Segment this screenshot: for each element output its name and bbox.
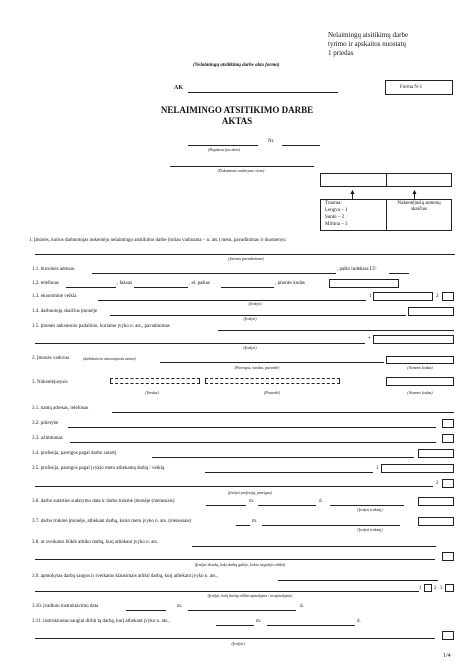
safety-caption: (Įrašyti)	[231, 641, 245, 646]
profession-event-num-2: 2	[436, 481, 439, 486]
profession-contract-label: 3.4. profesija, pareigos pagal darbo sutartį	[32, 451, 117, 456]
work-duration-label: 3.7. darbo trukmė įmonėje, atliekant darbą, kurio metu įvyko n. ats. (mėnesiais)	[32, 519, 192, 524]
section-1-intro: 1. Įmonės, kurios darbuotojas nukentėjo nelaimingo atsitikimo darbe (toliau vadinama – n. ats.) metu, pavadinimas ir duomenys:	[29, 238, 287, 243]
employment-field[interactable]	[70, 442, 436, 443]
nr-label: Nr.	[268, 139, 275, 144]
employment-label: 3.3. užimtumas	[32, 436, 63, 441]
profession-event-caption: (Įrašyti profesiją, pareigas)	[227, 490, 273, 495]
intro-d-label: d.	[300, 604, 304, 609]
division-field[interactable]	[218, 330, 454, 331]
health-caption: (Įrašyti išvadą, kokį darbą galėjo, kokio negalėjo atlikti)	[194, 562, 286, 567]
email-field[interactable]	[221, 287, 274, 288]
ak-number-field[interactable]	[188, 92, 338, 93]
appendix-line-3: 1 priedas	[328, 49, 354, 57]
safety-year-field[interactable]	[216, 625, 254, 626]
contract-d-label: d.	[319, 499, 323, 504]
division-code-boxes[interactable]	[373, 335, 454, 344]
contract-year-field[interactable]	[206, 505, 246, 506]
trauma-fatal: Mirtina – 3	[325, 222, 348, 227]
company-code-label: , įmonės kodas	[275, 281, 305, 286]
training-field[interactable]	[278, 580, 438, 581]
work-duration-m-label: m.	[252, 519, 258, 524]
work-duration-year-field[interactable]	[236, 525, 250, 526]
division-field-cont[interactable]	[35, 343, 365, 344]
title-line-2: AKTAS	[221, 116, 253, 126]
contract-date-label: 3.6. darbo sutarties sudarymo data ir darbo trukmė įmonėje (mėnesiais)	[32, 499, 175, 504]
employee-count-field[interactable]	[110, 315, 406, 316]
arrow-up-icon: ▲	[411, 188, 418, 196]
postcode-field[interactable]	[389, 273, 409, 274]
health-box[interactable]	[442, 552, 454, 561]
intro-year-field[interactable]	[126, 610, 166, 611]
form-number: Forma N-1	[400, 85, 423, 90]
victim-code-caption: (Asmens kodas)	[407, 390, 433, 395]
economic-activity-field[interactable]	[98, 300, 366, 301]
trauma-label: Trauma:	[325, 201, 342, 206]
home-address-label: 3.1. namų adresas, telefonas	[32, 406, 89, 411]
safety-box[interactable]	[442, 631, 454, 640]
intro-month-field[interactable]	[188, 610, 296, 611]
profession-contract-boxes[interactable]	[418, 449, 454, 458]
employment-box[interactable]	[442, 434, 454, 443]
company-code-boxes[interactable]	[329, 279, 399, 288]
economic-code-1-boxes[interactable]	[373, 292, 433, 301]
citizenship-box[interactable]	[442, 419, 454, 428]
economic-code-2-label: 2	[436, 294, 439, 299]
victim-last-name-boxes[interactable]	[205, 378, 340, 384]
work-duration-boxes[interactable]	[418, 517, 454, 526]
manager-name-field[interactable]	[160, 362, 384, 363]
contract-month-field[interactable]	[258, 505, 316, 506]
page-number: 1/4	[443, 653, 451, 659]
health-label: 3.8. ar sveikatos būklė atitiko darbą, kurį atliekant įvyko n. ats.	[32, 540, 158, 545]
work-duration-caption: (Įrašyti trukmę)	[357, 527, 383, 532]
company-name-caption: (Įmonės pavadinimas)	[228, 256, 264, 261]
employee-count-boxes[interactable]	[408, 307, 454, 316]
training-box-3[interactable]	[445, 584, 454, 592]
company-name-field[interactable]	[35, 254, 455, 255]
severity-box-divider	[386, 173, 387, 187]
intro-instruction-label: 3.10. įvadinio instruktavimo data	[32, 604, 99, 609]
registration-date-field[interactable]	[188, 145, 258, 146]
fax-label: , faksas	[117, 281, 132, 286]
email-label: , el. paštas	[189, 281, 210, 286]
victims-count-label: Nukentėjusių asmenų skaičius	[397, 201, 441, 212]
manager-small-label: (darbdavio/ar atstovaujantis asmuo)	[83, 357, 136, 361]
contract-duration-boxes[interactable]	[418, 497, 454, 506]
appendix-line-2: tyrimo ir apskaitos nuostatų	[328, 40, 406, 48]
employee-count-label: 1.4. darbuotojų skaičius įmonėje	[32, 309, 98, 314]
safety-field-cont[interactable]	[35, 638, 435, 639]
victim-first-name-boxes[interactable]	[110, 378, 200, 384]
economic-activity-label: 1.3. ekonominė veikla	[32, 294, 77, 299]
profession-event-field-cont[interactable]	[35, 486, 433, 487]
profession-contract-field[interactable]	[152, 457, 414, 458]
victim-label: 3. Nukentėjusysis	[32, 380, 68, 385]
economic-caption: (Įrašyti)	[248, 301, 262, 306]
citizenship-label: 3.2. pilietybė	[32, 421, 59, 426]
training-num-3: 3	[440, 586, 443, 591]
home-address-field[interactable]	[112, 412, 454, 413]
manager-code-caption: (Asmens kodas)	[407, 365, 433, 370]
form-number-box	[385, 80, 453, 95]
safety-instruction-label: 3.11. instruktuotas saugiai dirbti tą darbą, kurį atliekant įvyko n. ats.,	[32, 619, 170, 624]
contract-m-label: m.	[249, 499, 255, 504]
economic-code-1-label: 1	[369, 294, 372, 299]
training-num-1: 1	[419, 586, 422, 591]
work-duration-field[interactable]	[262, 525, 400, 526]
victim-first-name-caption: (Vardas)	[145, 390, 159, 395]
profession-event-boxes-1[interactable]	[381, 464, 454, 473]
trauma-light: Lengva – 1	[325, 208, 348, 213]
address-field[interactable]	[92, 273, 336, 274]
division-caption: (Įrašyti)	[243, 345, 257, 350]
division-star: *	[368, 337, 371, 342]
economic-code-2-box[interactable]	[442, 292, 454, 301]
citizenship-field[interactable]	[68, 427, 436, 428]
title-line-1: NELAIMINGO ATSITIKIMO DARBE	[160, 105, 314, 115]
health-field[interactable]	[192, 546, 436, 547]
fax-field[interactable]	[134, 287, 188, 288]
contract-duration-field[interactable]	[330, 505, 404, 506]
manager-label: 2. Įmonės vadovas	[32, 356, 70, 361]
manager-caption: (Pareigos, vardas, pavardė)	[234, 365, 280, 370]
postcode-label: , pašto indeksas LT-	[337, 267, 377, 272]
training-box-1[interactable]	[424, 584, 432, 592]
severity-legend-divider	[386, 199, 387, 231]
document-place-field[interactable]	[170, 166, 314, 167]
contract-duration-caption: (Įrašyti trukmę)	[357, 507, 383, 512]
trauma-severe: Sunki – 2	[325, 215, 345, 220]
document-place-caption: (Dokumento sudarymo vieta)	[217, 168, 265, 173]
safety-m-label: m.	[256, 619, 262, 624]
profession-event-field[interactable]	[205, 472, 373, 473]
address-label: 1.1. buveinės adresas	[32, 267, 75, 272]
phone-label: 1.2. telefonas	[32, 281, 59, 286]
registration-number-field[interactable]	[282, 145, 320, 146]
registration-date-caption: (Registracijos data)	[208, 147, 240, 152]
victim-code-boxes[interactable]	[386, 377, 454, 386]
arrow-up-icon: ▲	[349, 188, 356, 196]
profession-event-box-2[interactable]	[442, 479, 454, 488]
division-label: 1.5. įmonės ankstesnio padalinio, kuriame įvyko n. ats., pavadinimas	[32, 324, 170, 329]
training-num-2: 2	[434, 586, 437, 591]
form-caption: (Nelaimingų atsitikimų darbe akto forma)	[193, 63, 280, 68]
profession-event-num-1: 1	[376, 466, 379, 471]
ak-label: AK	[174, 85, 183, 91]
employee-count-caption: (Įrašyti)	[243, 316, 257, 321]
training-label: 3.9. apmokytas darbų saugos ir sveikatos klausimais atlikti darbą, kurį atliekant įvyko n. ats.,	[32, 574, 218, 579]
health-field-cont[interactable]	[35, 559, 435, 560]
profession-event-label: 3.5. profesija, pareigos pagal įvykio metu atliekamą darbą / veiklą	[32, 466, 165, 471]
training-field-cont[interactable]	[35, 591, 419, 592]
appendix-line-1: Nelaimingų atsitikimų darbe	[328, 31, 409, 39]
safety-month-field[interactable]	[267, 625, 355, 626]
manager-code-boxes[interactable]	[386, 356, 454, 364]
victim-last-name-caption: (Pavardė)	[263, 390, 281, 395]
safety-d-label: d.	[357, 619, 361, 624]
training-caption: (Įrašyti, kokį darbą atlikti apmokytas / neapmokytas)	[207, 593, 293, 598]
intro-m-label: m.	[177, 604, 183, 609]
phone-field[interactable]	[66, 287, 116, 288]
